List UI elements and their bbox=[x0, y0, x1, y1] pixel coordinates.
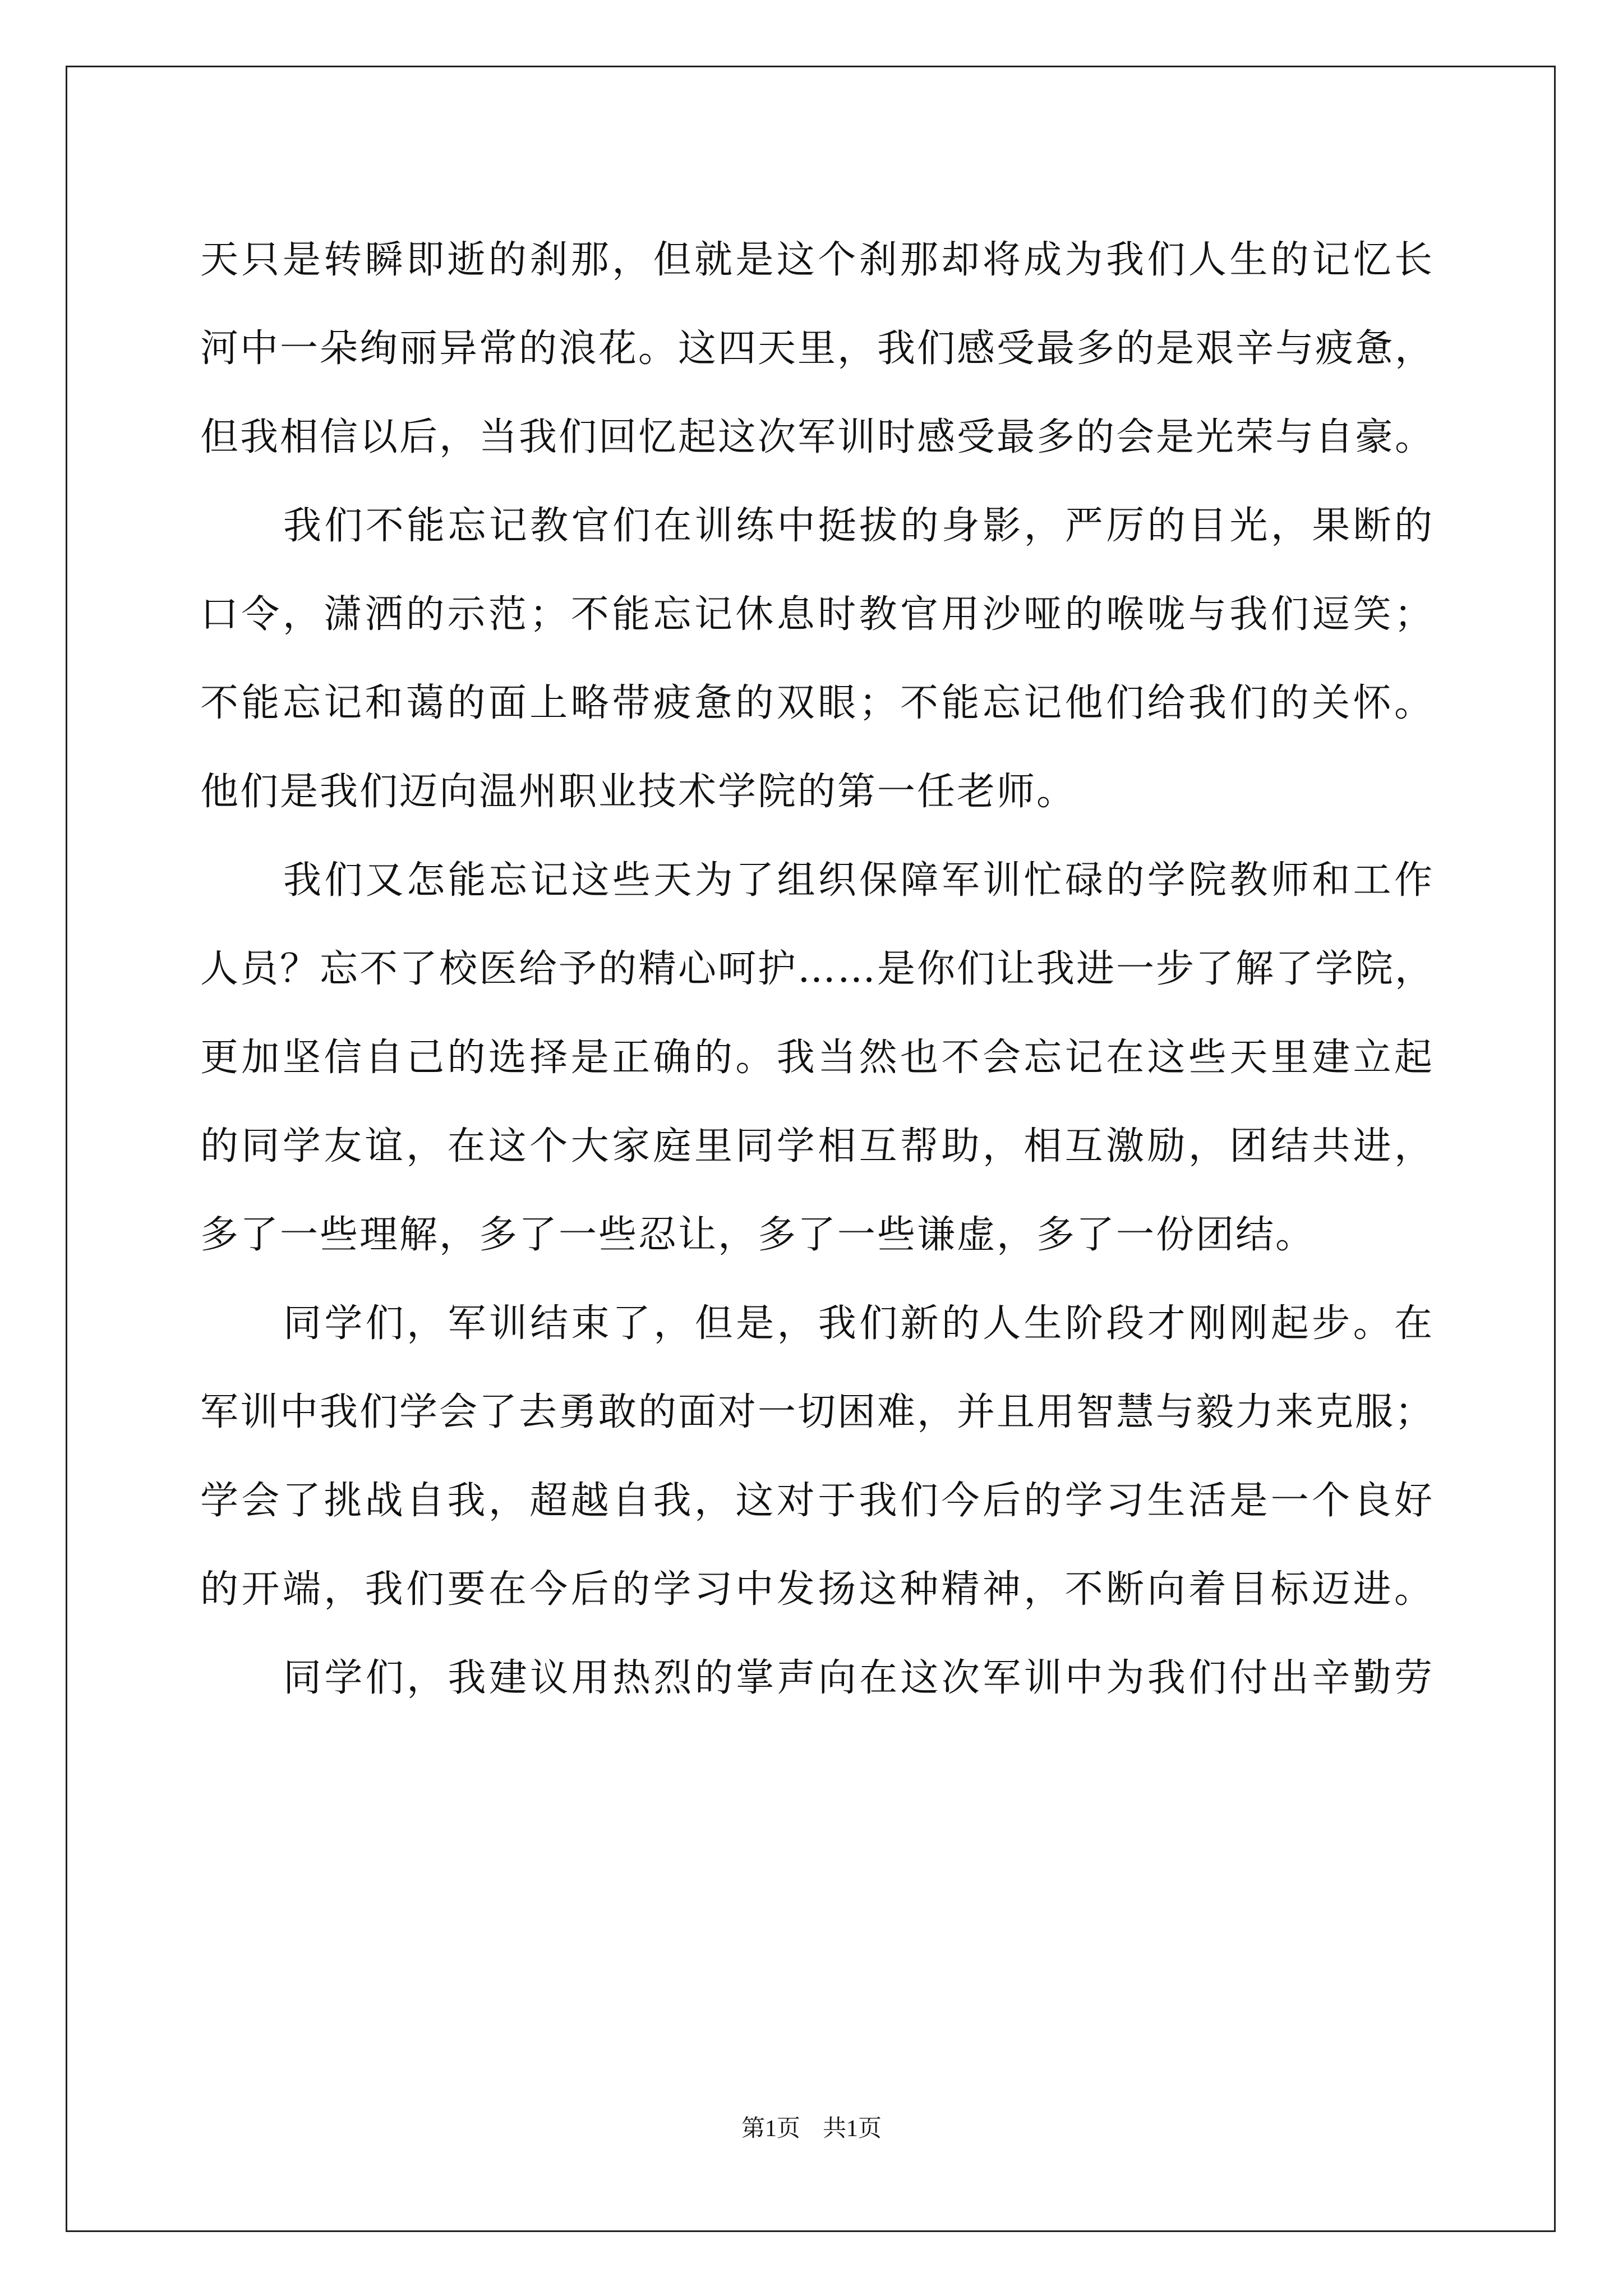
text-line bbox=[200, 305, 1434, 393]
text-line bbox=[200, 1102, 1434, 1191]
page-footer bbox=[0, 2115, 1623, 2143]
page-number: 第1页 bbox=[741, 2116, 800, 2142]
text-line-content: 我们又怎能忘记这些天为了组织保障军训忙碌的学院教师和工作 bbox=[283, 858, 1434, 903]
text-line-content: 的开端，我们要在今后的学习中发扬这种精神，不断向着目标迈进。 bbox=[200, 1567, 1434, 1612]
text-line-content: 不能忘记和蔼的面上略带疲惫的双眼；不能忘记他们给我们的关怀。 bbox=[200, 681, 1434, 725]
text-line-content: 我们不能忘记教官们在训练中挺拔的身影，严厉的目光，果断的 bbox=[283, 504, 1434, 548]
paragraph-first-line bbox=[200, 1634, 1434, 1723]
text-line-content: 河中一朵绚丽异常的浪花。这四天里，我们感受最多的是艰辛与疲惫， bbox=[200, 326, 1435, 371]
text-line bbox=[200, 659, 1434, 748]
text-line-content: 学会了挑战自我，超越自我，这对于我们今后的学习生活是一个良好 bbox=[200, 1479, 1434, 1523]
paragraph-first-line bbox=[200, 482, 1434, 570]
text-line-content: 同学们，我建议用热烈的掌声向在这次军训中为我们付出辛勤劳 bbox=[283, 1656, 1434, 1700]
text-line-content: 他们是我们迈向温州职业技术学院的第一任老师。 bbox=[200, 770, 1077, 814]
text-line bbox=[200, 925, 1434, 1014]
text-line bbox=[200, 1457, 1434, 1545]
text-line-content: 多了一些理解，多了一些忍让，多了一些谦虚，多了一份团结。 bbox=[200, 1213, 1316, 1257]
text-line-content: 更加坚信自己的选择是正确的。我当然也不会忘记在这些天里建立起 bbox=[200, 1036, 1434, 1080]
document-body bbox=[200, 216, 1434, 1723]
text-line-content: 人员？忘不了校医给予的精心呵护……是你们让我进一步了解了学院， bbox=[200, 947, 1435, 991]
text-line bbox=[200, 1191, 1434, 1280]
text-line-content: 但我相信以后，当我们回忆起这次军训时感受最多的会是光荣与自豪。 bbox=[200, 415, 1435, 459]
text-line bbox=[200, 393, 1434, 482]
text-line bbox=[200, 1014, 1434, 1102]
text-line-content: 天只是转瞬即逝的刹那，但就是这个刹那却将成为我们人生的记忆长 bbox=[200, 238, 1434, 282]
text-line-content: 的同学友谊，在这个大家庭里同学相互帮助，相互激励，团结共进， bbox=[200, 1124, 1434, 1168]
text-line bbox=[200, 1368, 1434, 1457]
text-line bbox=[200, 216, 1434, 305]
text-line bbox=[200, 748, 1434, 836]
text-line-content: 同学们，军训结束了，但是，我们新的人生阶段才刚刚起步。在 bbox=[283, 1301, 1434, 1346]
page-total: 共1页 bbox=[823, 2116, 882, 2142]
text-line-content: 口令，潇洒的示范；不能忘记休息时教官用沙哑的喉咙与我们逗笑； bbox=[200, 592, 1434, 637]
paragraph-first-line bbox=[200, 836, 1434, 925]
text-line-content: 军训中我们学会了去勇敢的面对一切困难，并且用智慧与毅力来克服； bbox=[200, 1390, 1435, 1434]
text-line bbox=[200, 570, 1434, 659]
text-line bbox=[200, 1545, 1434, 1634]
paragraph-first-line bbox=[200, 1280, 1434, 1368]
